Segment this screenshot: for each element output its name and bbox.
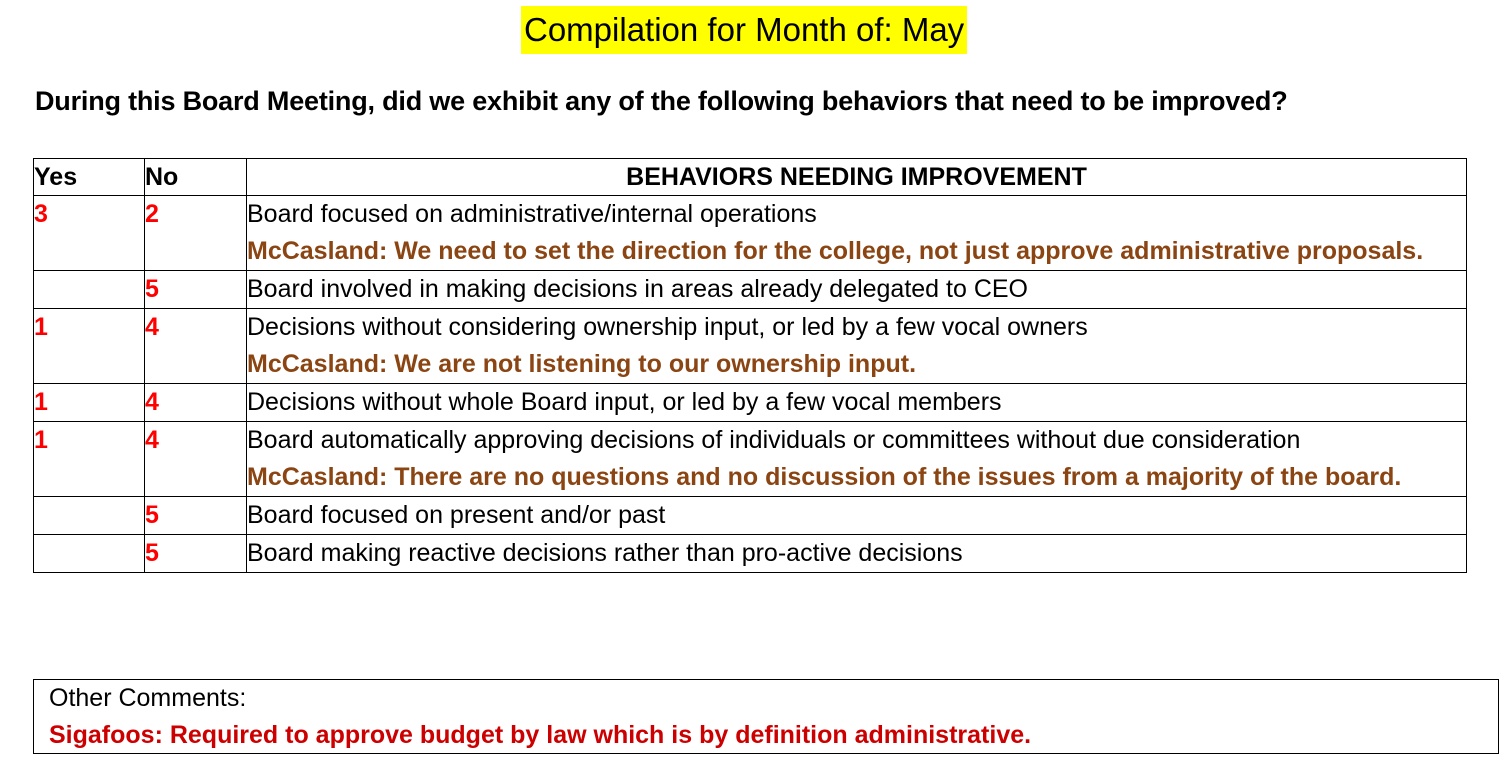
yes-count: 1 bbox=[34, 309, 145, 384]
table-row bbox=[34, 196, 1467, 271]
behavior-text: Decisions without considering ownership input, or led by a few vocal owners bbox=[247, 313, 1088, 341]
yes-column-header: Yes bbox=[34, 159, 145, 196]
compilation-heading: Compilation for Month of: May bbox=[521, 6, 967, 54]
other-comments-label: Other Comments: bbox=[49, 684, 247, 712]
behavior-comment: McCasland: There are no questions and no discussion of the issues from a majority of the board. bbox=[247, 463, 1402, 491]
behavior-comment: McCasland: We are not listening to our ownership input. bbox=[247, 350, 917, 378]
behavior-comment: McCasland: We need to set the direction for the college, not just approve administrative proposals. bbox=[247, 237, 1424, 265]
behavior-text: Board making reactive decisions rather than pro-active decisions bbox=[247, 539, 963, 567]
behavior-column-header: BEHAVIORS NEEDING IMPROVEMENT bbox=[247, 159, 1467, 196]
table-row bbox=[34, 497, 1467, 535]
table-row bbox=[34, 535, 1467, 573]
behavior-cell bbox=[247, 309, 1467, 384]
survey-question: During this Board Meeting, did we exhibit any of the following behaviors that need to be improved? bbox=[35, 86, 1288, 116]
yes-count bbox=[34, 535, 145, 573]
no-count: 5 bbox=[145, 497, 247, 535]
no-count: 5 bbox=[145, 535, 247, 573]
no-count: 5 bbox=[145, 271, 247, 309]
behaviors-table bbox=[33, 158, 1467, 573]
behavior-cell bbox=[247, 384, 1467, 422]
behavior-cell bbox=[247, 535, 1467, 573]
no-count: 4 bbox=[145, 384, 247, 422]
behavior-text: Board focused on present and/or past bbox=[247, 501, 666, 529]
other-comment-text: Sigafoos: Required to approve budget by law which is by definition administrative. bbox=[49, 721, 1032, 749]
table-row bbox=[34, 384, 1467, 422]
behavior-cell bbox=[247, 271, 1467, 309]
table-header-row bbox=[34, 159, 1467, 196]
other-comments-box bbox=[33, 679, 1499, 754]
behavior-text: Decisions without whole Board input, or led by a few vocal members bbox=[247, 388, 1002, 416]
behavior-text: Board automatically approving decisions of individuals or committees without due consideration bbox=[247, 426, 1301, 454]
yes-count: 1 bbox=[34, 384, 145, 422]
table-row bbox=[34, 422, 1467, 497]
yes-count bbox=[34, 497, 145, 535]
behavior-text: Board involved in making decisions in areas already delegated to CEO bbox=[247, 275, 1029, 303]
no-count: 4 bbox=[145, 422, 247, 497]
yes-count: 1 bbox=[34, 422, 145, 497]
no-count: 4 bbox=[145, 309, 247, 384]
no-column-header: No bbox=[145, 159, 247, 196]
no-count: 2 bbox=[145, 196, 247, 271]
behavior-text: Board focused on administrative/internal operations bbox=[247, 200, 817, 228]
table-row bbox=[34, 309, 1467, 384]
table-row bbox=[34, 271, 1467, 309]
yes-count: 3 bbox=[34, 196, 145, 271]
behavior-cell bbox=[247, 196, 1467, 271]
behavior-cell bbox=[247, 422, 1467, 497]
behavior-cell bbox=[247, 497, 1467, 535]
yes-count bbox=[34, 271, 145, 309]
